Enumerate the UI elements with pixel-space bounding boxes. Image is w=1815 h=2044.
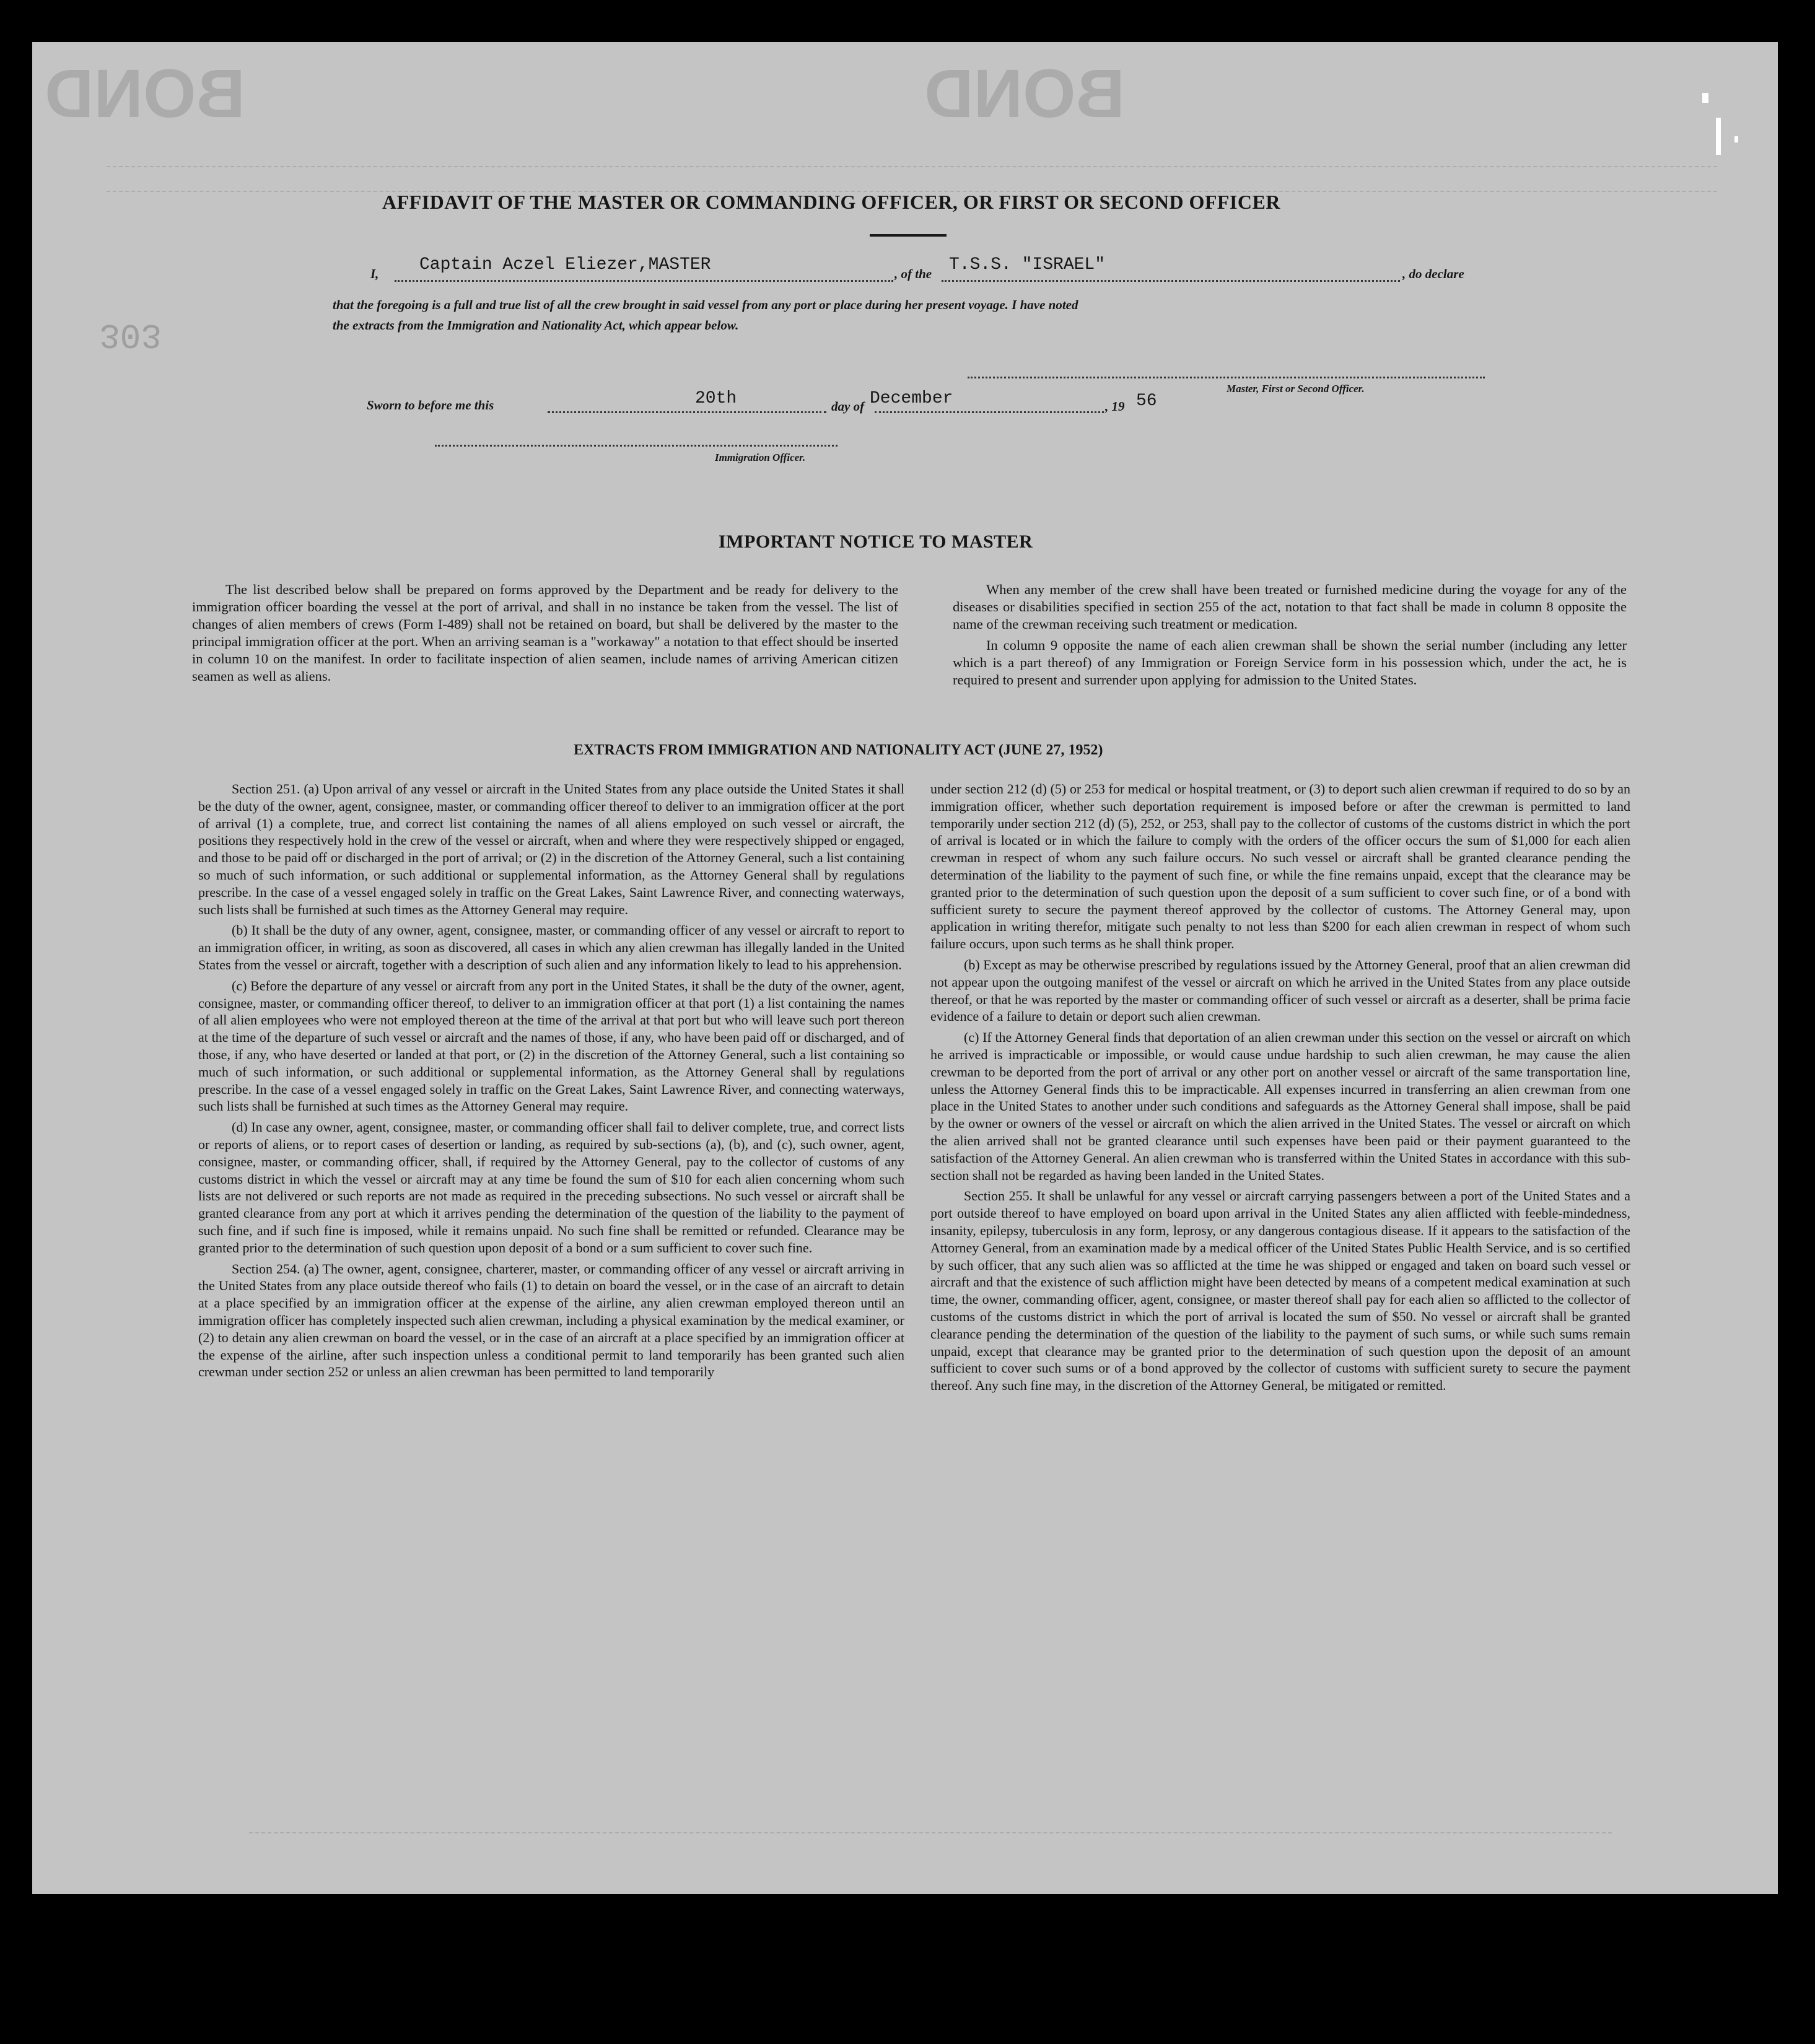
section-251-b: (b) It shall be the duty of any owner, agent, consignee, master, or commanding officer of any vessel or aircraft to report to an immigration officer, in writing, as soon as discovered, all cases in which any alien crewman has illegally landed in the United States from the vessel or aircraft, together with a description of such alien and any information likely to lead to his apprehension.: [198, 922, 904, 972]
day-of-label: day of: [831, 399, 865, 414]
notice-right-column: [953, 581, 1627, 692]
sworn-day-field: 20th: [695, 389, 737, 408]
master-name-underline: [395, 280, 893, 282]
section-255: Section 255. It shall be unlawful for any vessel or aircraft carrying passengers between a port of the United States and a port outside thereof to have employed on board upon arrival in the United States any alien afflicted with feeble-mindedness, insanity, epilepsy, tuberculosis in any form, leprosy, or any dangerous contagious disease. If it appears to the satisfaction of the Attorney General, from an examination made by a medical officer of the United States Public Health Service, and is so certified by such officer, that any such alien was so afflicted at the time he was shipped or engaged and taken on board such vessel or aircraft and that the existence of such affliction might have been detected by means of a competent medical examination at such time, the owner, commanding officer, agent, consignee, or master thereof shall pay for each alien so afflicted to the collector of customs of the customs district in which the port of arrival is located the sum of $50. No vessel or aircraft shall be granted clearance pending the determination of the question of the liability to the payment of such sums, or while such sums remain unpaid, except that clearance may be granted prior to the determination of such question upon the deposit of an amount sufficient to cover such sums or of a bond approved by the collector of customs with sufficient surety to secure the payment thereof. Any such fine may, in the discretion of the Attorney General, be mitigated or remitted.: [930, 1188, 1630, 1394]
bleed-through-rule: [249, 1832, 1612, 1833]
section-251-a: Section 251. (a) Upon arrival of any vessel or aircraft in the United States from any place outside the United States it shall be the duty of the owner, agent, consignee, master, or commanding officer thereof to deliver to an immigration officer at the port of arrival (1) a complete, true, and correct list containing the names of all aliens employed on such vessel or aircraft, the positions they respectively hold in the crew of the vessel or aircraft, when and where they were respectively shipped or engaged, and those to be paid off or discharged in the port of arrival; or (2) in the discretion of the Attorney General, such a list containing so much of such information, or such additional or supplemental information, as the Attorney General shall by regulations prescribe. In the case of a vessel engaged solely in traffic on the Great Lakes, Saint Lawrence River, and connecting waterways, such lists shall be furnished at such times as the Attorney General may require.: [198, 781, 904, 917]
do-declare-label: , do declare: [1402, 266, 1464, 281]
film-speck: [1716, 118, 1721, 155]
affidavit-prefix: I,: [370, 266, 379, 281]
immigration-officer-line: [435, 445, 838, 447]
heading-rule: [870, 234, 947, 237]
notice-left-column: [192, 581, 898, 689]
bleed-through-number: 303: [99, 315, 162, 354]
affidavit-heading: AFFIDAVIT OF THE MASTER OR COMMANDING OFFICER, OR FIRST OR SECOND OFFICER: [382, 191, 1280, 213]
document-page: [32, 42, 1778, 1894]
section-251-d: (d) In case any owner, agent, consignee, master, or commanding officer shall fail to deliver complete, true, and correct lists or reports of aliens, or to report cases of desertion or landing, as required by sub-sections (a), (b), and (c), such owner, agent, consignee, master, or commanding officer, shall, if required by the Attorney General, pay to the collector of customs of any customs district in which the vessel or aircraft may at any time be found the sum of $10 for each alien concerning whom such lists are not delivered or such reports are not made as required in the preceding subsections. No such vessel or aircraft shall be granted clearance from any port at which it arrives pending the determination of the question of the liability to the payment of such fine, and if such fine is imposed, while it remains unpaid. No such fine shall be remitted or refunded. Clearance may be granted prior to the determination of such question upon deposit of a bond or a sum sufficient to cover such fine.: [198, 1119, 904, 1256]
bleed-through-heading-left: BOND: [45, 56, 245, 132]
notice-heading: IMPORTANT NOTICE TO MASTER: [719, 531, 1033, 552]
sworn-month-field: December: [870, 389, 953, 408]
section-251-c: (c) Before the departure of any vessel or aircraft from any port in the United States, it shall be the duty of the owner, agent, consignee, master, or commanding officer thereof, to deliver to an immigration officer at that port (1) a list containing the names of all alien employees who were not employed thereon at the time of the arrival at that port but who will leave such port thereon at the time of the departure of such vessel or aircraft and the names of those, if any, who have been paid off or discharged, and of those, if any, who have deserted or landed at that port, or (2) in the discretion of the Attorney General, such a list containing so much of such information, or such additional or supplemental information, as the Attorney General shall by regulations prescribe. In the case of a vessel engaged solely in traffic on the Great Lakes, Saint Lawrence River, and connecting waterways, such lists shall be furnished at such times as the Attorney General may require.: [198, 977, 904, 1114]
notice-right-paragraph-2: In column 9 opposite the name of each alien crewman shall be shown the serial number (including any letter which is a part thereof) of any Immigration or Foreign Service form in his possession which, under the act, he is required to present and surrender upon applying for admission to the United States.: [953, 637, 1627, 688]
declaration-line-2: the extracts from the Immigration and Nationality Act, which appear below.: [333, 318, 739, 333]
notice-left-paragraph: The list described below shall be prepared on forms approved by the Department and be ready for delivery to the immigration officer boarding the vessel at the port of arrival, and shall in no instance be taken from the vessel. The list of changes of alien members of crews (Form I-489) shall not be retained on board, but shall be delivered by the master to the principal immigration officer at the port. When an arriving seaman is a "workaway" a notation to that effect should be inserted in column 10 on the manifest. In order to facilitate inspection of alien seamen, include names of arriving American citizen seamen as well as aliens.: [192, 582, 898, 684]
film-speck: [1734, 136, 1738, 142]
of-the-label: , of the: [894, 266, 932, 281]
year-prefix: , 19: [1105, 399, 1125, 414]
signature-line: [968, 377, 1485, 378]
sworn-day-underline: [548, 411, 826, 413]
section-254-b: (b) Except as may be otherwise prescribed by regulations issued by the Attorney General, proof that an alien crewman did not appear upon the outgoing manifest of the vessel or aircraft on which he arrived in the United States from any place outside thereof, or that he was reported by the master or commanding officer of such vessel or aircraft as a deserter, shall be prima facie evidence of a failure to detain or deport such alien crewman.: [930, 956, 1630, 1024]
signature-label: Master, First or Second Officer.: [1227, 383, 1365, 395]
vessel-name-field: T.S.S. "ISRAEL": [949, 255, 1106, 274]
sworn-month-underline: [875, 411, 1104, 413]
notice-right-paragraph-1: When any member of the crew shall have been treated or furnished medicine during the voyage for any of the diseases or disabilities specified in section 255 of the act, notation to that fact shall be made in column 8 opposite the name of the crewman receiving such treatment or medication.: [953, 582, 1627, 632]
section-254-a-continued: under section 212 (d) (5) or 253 for medical or hospital treatment, or (3) to deport such alien crewman if required to do so by an immigration officer, whether such deportation requirement is imposed before or after the crewman is permitted to land temporarily under section 212 (d) (5), 252, or 253, shall pay to the collector of customs of the customs district in which the port of arrival is located or in which the failure to comply with the orders of the officer occurs the sum of $1,000 for each alien crewman in respect of whom any such failure occurs. No such vessel or aircraft shall be granted clearance pending the determination of the liability to the payment of such fine, or while the fine remains unpaid, except that the clearance may be granted prior to the determination of such question upon the deposit of a sum sufficient to cover such fine, or of a bond with sufficient surety to secure the payment thereof approved by the collector of customs. The Attorney General may, upon application in writing therefor, mitigate such penalty to not less than $200 for each alien crewman in respect of whom such failure occurs, upon such terms as he shall think proper.: [930, 781, 1630, 952]
master-name-field: Captain Aczel Eliezer,MASTER: [419, 255, 711, 274]
extracts-left-column: [198, 780, 904, 1384]
bleed-through-heading-right: BOND: [924, 56, 1125, 132]
film-speck: [1702, 93, 1708, 103]
extracts-right-column: [930, 780, 1630, 1398]
section-254-c: (c) If the Attorney General finds that deportation of an alien crewman under this section on the vessel or aircraft on which he arrived is impracticable or impossible, or would cause undue hardship to such alien crewman, he may cause the alien crewman to be deported from the port of arrival or any other port on another vessel or aircraft of the same transportation line, unless the Attorney General finds this to be impracticable. All expenses incurred in transferring an alien crewman from one place in the United States to another under such conditions and safeguards as the Attorney General shall impose, shall be paid by the owner or owners of the vessel or aircraft on which the alien arrived in the United States. The vessel or aircraft on which the alien arrived shall not be granted clearance until such expenses have been paid or their payment guaranteed to the satisfaction of the Attorney General. An alien crewman who is transferred within the United States in accordance with this sub-section shall not be regarded as having been landed in the United States.: [930, 1029, 1630, 1183]
declaration-line-1: that the foregoing is a full and true list of all the crew brought in said vessel from any port or place during her present voyage. I have noted: [333, 297, 1078, 312]
section-254-a: Section 254. (a) The owner, agent, consignee, charterer, master, or commanding officer of any vessel or aircraft arriving in the United States from any place outside thereof who fails (1) to detain on board the vessel, or in the case of an aircraft to detain at a place specified by an immigration officer at the expense of the airline, any alien crewman employed thereon until an immigration officer has completely inspected such alien crewman, including a physical examination by the medical examiner, or (2) to detain any alien crewman on board the vessel, or in the case of an aircraft at a place specified by an immigration officer at the expense of the airline, after such inspection unless a conditional permit to land temporarily has been granted such alien crewman under section 252 or unless an alien crewman has been permitted to land temporarily: [198, 1260, 904, 1380]
bleed-through-rule: [107, 166, 1717, 167]
year-field: 56: [1136, 391, 1157, 411]
extracts-heading: EXTRACTS FROM IMMIGRATION AND NATIONALITY ACT (JUNE 27, 1952): [574, 742, 1103, 758]
vessel-name-underline: [942, 280, 1400, 282]
sworn-label: Sworn to before me this: [367, 398, 494, 413]
immigration-officer-label: Immigration Officer.: [715, 452, 806, 463]
